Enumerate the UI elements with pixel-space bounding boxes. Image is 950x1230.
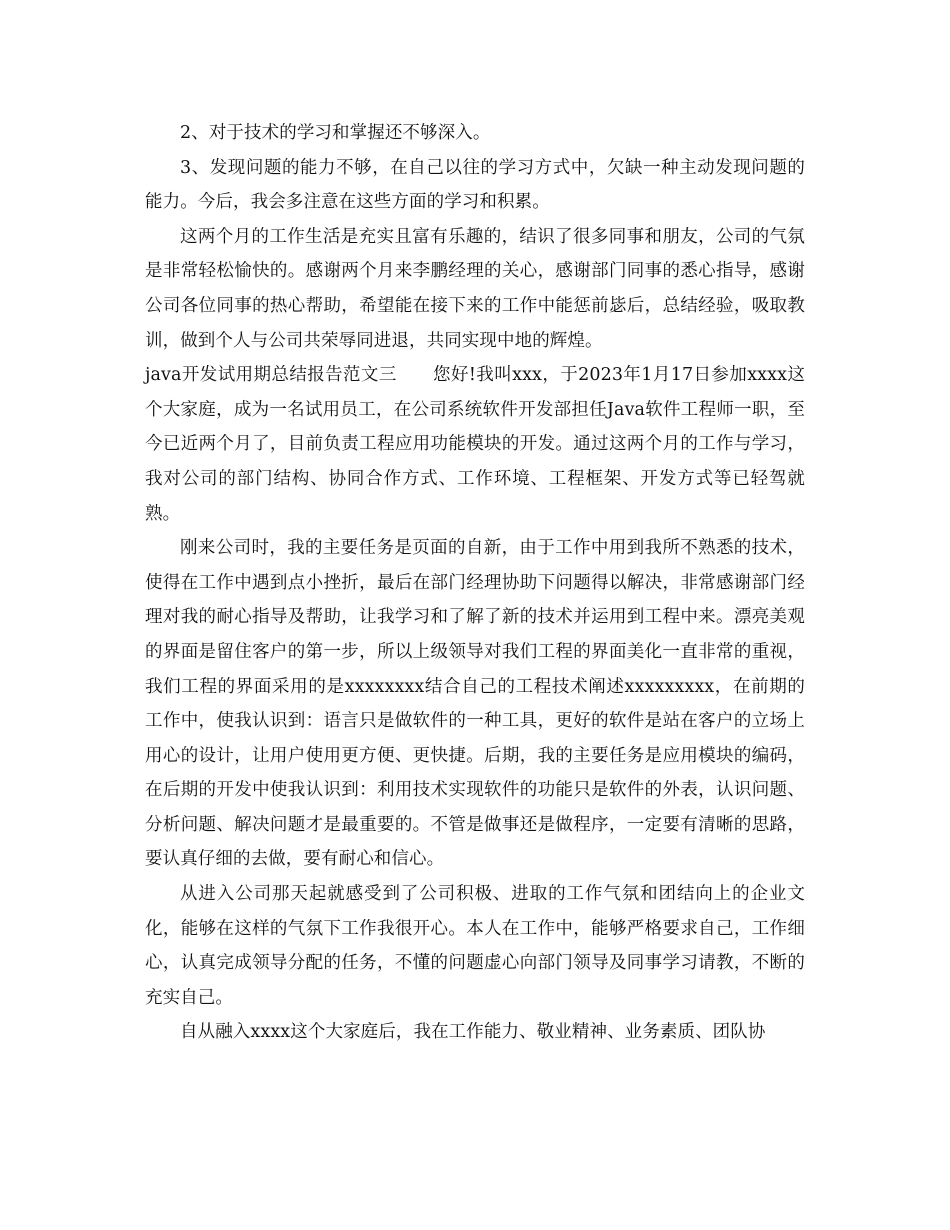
paragraph-point-3: 3、发现问题的能力不够，在自己以往的学习方式中，欠缺一种主动发现问题的能力。今后，我会多注意在这些方面的学习和积累。	[145, 157, 805, 213]
document-body	[145, 116, 805, 1050]
paragraph-growth: 自从融入xxxx这个大家庭后，我在工作能力、敬业精神、业务素质、团队协	[180, 1022, 766, 1043]
section-intro: 您好!我叫xxx，于2023年1月17日参加xxxx这个大家庭，成为一名试用员工，在公司系统软件开发部担任Java软件工程师一职，至今已近两个月了，目前负责工程应用功能模块的开发。通过这两个月的工作与学习，我对公司的部门结构、协同合作方式、工作环境、工程框架、开发方式等已轻驾就熟。	[145, 365, 805, 524]
paragraph-gratitude: 这两个月的工作生活是充实且富有乐趣的，结识了很多同事和朋友，公司的气氛是非常轻松愉快的。感谢两个月来李鹏经理的关心，感谢部门同事的悉心指导，感谢公司各位同事的热心帮助，希望能在接下来的工作中能惩前毖后，总结经验，吸取教训，做到个人与公司共荣辱同进退，共同实现中地的辉煌。	[145, 226, 805, 351]
paragraph-point-2: 2、对于技术的学习和掌握还不够深入。	[180, 123, 491, 143]
paragraph-early-tasks: 刚来公司时，我的主要任务是页面的自新，由于工作中用到我所不熟悉的技术，使得在工作中遇到点小挫折，最后在部门经理协助下问题得以解决，非常感谢部门经理对我的耐心指导及帮助，让我学习和了解了新的技术并运用到工程中来。漂亮美观的界面是留住客户的第一步，所以上级领导对我们工程的界面美化一直非常的重视，我们工程的界面采用的是xxxxxxxx结合自己的工程技术阐述xxxxxxxxx，在前期的工作中，使我认识到：语言只是做软件的一种工具，更好的软件是站在客户的立场上用心的设计，让用户使用更方便、更快捷。后期，我的主要任务是应用模块的编码，在后期的开发中使我认识到：利用技术实现软件的功能只是软件的外表，认识问题、分析问题、解决问题才是最重要的。不管是做事还是做程序，一定要有清晰的思路，要认真仔细的去做，要有耐心和信心。	[145, 538, 805, 870]
paragraph-company-culture: 从进入公司那天起就感受到了公司积极、进取的工作气氛和团结向上的企业文化，能够在这样的气氛下工作我很开心。本人在工作中，能够严格要求自己，工作细心，认真完成领导分配的任务，不懂的问题虚心向部门领导及同事学习请教，不断的充实自己。	[145, 884, 805, 1008]
section-title: java开发试用期总结报告范文三	[145, 365, 397, 386]
section-block	[145, 358, 805, 531]
